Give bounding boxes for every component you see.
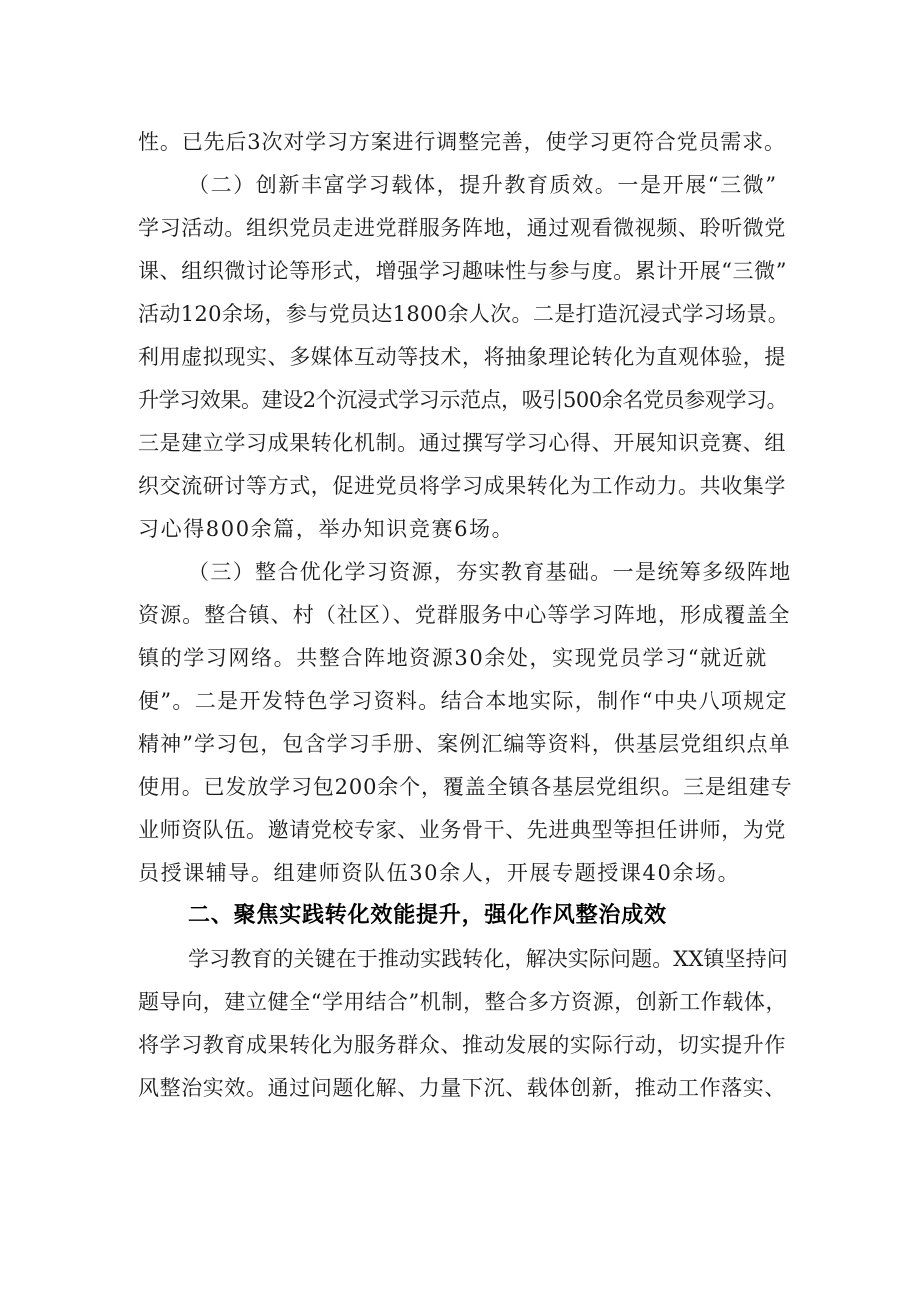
section-2-intro-first-line: 学习教育的关键在于推动实践转化，解决实际问题。XX镇坚持问 bbox=[188, 947, 788, 971]
body-line: 题导向，建立健全“学用结合”机制，整合多方资源，创新工作载体， bbox=[138, 990, 788, 1014]
body-line: 员授课辅导。组建师资队伍30余人，开展专题授课40余场。 bbox=[138, 861, 741, 885]
body-line: 升学习效果。建设2个沉浸式学习示范点，吸引500余名党员参观学习。 bbox=[138, 388, 788, 412]
body-line: 性。已先后3次对学习方案进行调整完善，使学习更符合党员需求。 bbox=[138, 130, 786, 154]
body-line: 镇的学习网络。共整合阵地资源30余处，实现党员学习“就近就 bbox=[138, 646, 768, 670]
body-line: 利用虚拟现实、多媒体互动等技术，将抽象理论转化为直观体验，提 bbox=[138, 345, 786, 369]
section-heading: 二、聚焦实践转化效能提升，强化作风整治成效 bbox=[188, 903, 667, 928]
section-3-3-first-line: （三）整合优化学习资源，夯实教育基础。一是统筹多级阵地 bbox=[188, 560, 792, 584]
body-line: 便”。二是开发特色学习资料。结合本地实际，制作“中央八项规定 bbox=[138, 689, 788, 713]
body-line: 将学习教育成果转化为服务群众、推动发展的实际行动，切实提升作 bbox=[138, 1033, 786, 1057]
body-line: 使用。已发放学习包200余个，覆盖全镇各基层党组织。三是组建专 bbox=[138, 775, 793, 799]
body-line: 资源。整合镇、村（社区）、党群服务中心等学习阵地，形成覆盖全 bbox=[138, 603, 791, 627]
body-line: 业师资队伍。邀请党校专家、业务骨干、先进典型等担任讲师，为党 bbox=[138, 818, 786, 842]
body-line: 活动120余场，参与党员达1800余人次。二是打造沉浸式学习场景。 bbox=[138, 302, 790, 326]
body-line: 织交流研讨等方式，促进党员将学习成果转化为工作动力。共收集学 bbox=[138, 474, 786, 498]
body-line: 习心得800余篇，举办知识竞赛6场。 bbox=[138, 517, 515, 541]
section-3-2-first-line: （二）创新丰富学习载体，提升教育质效。一是开展“三微” bbox=[188, 173, 778, 197]
body-line: 三是建立学习成果转化机制。通过撰写学习心得、开展知识竞赛、组 bbox=[138, 431, 786, 455]
body-line: 学习活动。组织党员走进党群服务阵地，通过观看微视频、聆听微党 bbox=[138, 216, 786, 240]
body-line: 精神”学习包，包含学习手册、案例汇编等资料，供基层党组织点单 bbox=[138, 732, 791, 756]
body-line: 风整治实效。通过问题化解、力量下沉、载体创新，推动工作落实、 bbox=[138, 1076, 786, 1100]
body-line: 课、组织微讨论等形式，增强学习趣味性与参与度。累计开展“三微” bbox=[138, 259, 788, 283]
